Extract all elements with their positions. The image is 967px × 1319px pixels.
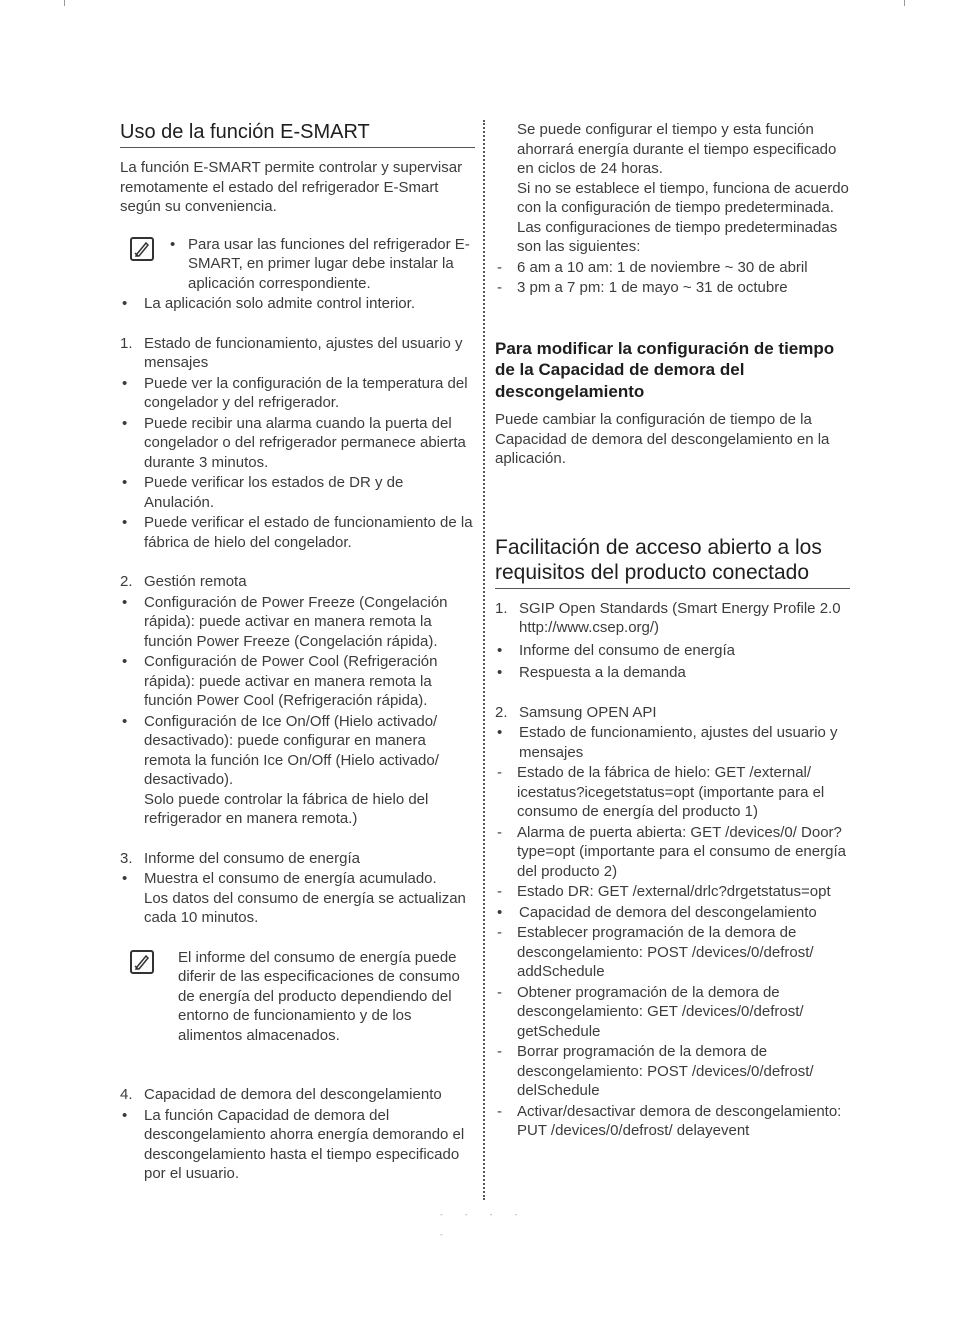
api-endpoint-item: - Borrar programación de la demora de descongelamiento: POST /devices/0/defrost/ delSchedule — [497, 1043, 814, 1099]
bullet-item: • Puede verificar el estado de funcionamiento de la fábrica de hielo del congelador. — [120, 513, 475, 552]
note-energy-report — [120, 948, 475, 1046]
bullet-item: • Puede recibir una alarma cuando la puerta del congelador o del refrigerador permanece abierta durante 3 minutos. — [120, 414, 475, 473]
bullet-item: • Configuración de Power Freeze (Congelación rápida): puede activar en manera remota la función Power Freeze (Congelación rápida). — [120, 593, 475, 652]
section-3-title: Informe del consumo de energía — [144, 849, 360, 867]
api-endpoint-item: - Estado de la fábrica de hielo: GET /external/ icestatus?icegetstatus=opt (importante para el consumo de energía del producto 1) — [497, 764, 825, 820]
default-time-item: - 3 pm a 7 pm: 1 de mayo ~ 31 de octubre — [497, 279, 788, 296]
bullet-item: • Informe del consumo de energía — [495, 641, 850, 661]
section-4: 4. Capacidad de demora del descongelamiento — [120, 1086, 442, 1103]
intro-text: La función E-SMART permite controlar y supervisar remotamente el estado del refrigerador E-Smart según su conveniencia. — [120, 159, 463, 215]
heading-modify-settings: Para modificar la configuración de tiempo de la Capacidad de demora del descongelamiento — [495, 338, 835, 401]
note-install-app — [120, 235, 475, 294]
note-text: Para usar las funciones del refrigerador E-SMART, en primer lugar debe instalar la aplicación correspondiente. — [188, 235, 470, 292]
section-4-title: Capacidad de demora del descongelamiento — [144, 1086, 442, 1103]
api-endpoint-item: - Establecer programación de la demora de descongelamiento: POST /devices/0/defrost/ addSchedule — [497, 924, 814, 980]
defrost-paragraph: Si no se establece el tiempo, funciona de acuerdo con la configuración de tiempo predeterminada. — [517, 179, 849, 216]
bullet-item: • Capacidad de demora del descongelamiento — [495, 903, 850, 923]
section-3-extra: Los datos del consumo de energía se actualizan cada 10 minutos. — [144, 889, 466, 926]
default-time-item: - 6 am a 10 am: 1 de noviembre ~ 30 de abril — [497, 258, 808, 276]
crop-mark — [64, 0, 65, 6]
column-divider — [483, 120, 485, 1200]
modify-text: Puede cambiar la configuración de tiempo de la Capacidad de demora del descongelamiento en la aplicación. — [495, 411, 830, 467]
bullet-item: • Configuración de Ice On/Off (Hielo activado/ desactivado): puede configurar en manera remota la función Ice On/Off (Hielo activado/ desactivado). — [120, 712, 475, 790]
section-2-title: Gestión remota — [144, 573, 247, 590]
access-item-1: 1. SGIP Open Standards (Smart Energy Profile 2.0 http://www.csep.org/) — [495, 599, 841, 636]
right-column — [495, 120, 850, 1141]
note-icon — [130, 237, 154, 261]
api-endpoint-item: - Alarma de puerta abierta: GET /devices/0/ Door?type=opt (importante para el consumo de energía del producto 2) — [497, 823, 846, 880]
section-2: 2. Gestión remota — [120, 573, 247, 590]
access-item-2: 2. Samsung OPEN API — [495, 703, 657, 721]
section-2-extra: Solo puede controlar la fábrica de hielo del refrigerador en manera remota.) — [144, 790, 429, 827]
api-endpoint-item: - Obtener programación de la demora de descongelamiento: GET /devices/0/defrost/ getSchedule — [497, 983, 804, 1040]
api-endpoint-item: - Estado DR: GET /external/drlc?drgetstatus=opt — [497, 883, 831, 900]
api-endpoint-item: - Activar/desactivar demora de descongelamiento: PUT /devices/0/defrost/ delayevent — [497, 1102, 842, 1139]
defrost-paragraph: Las configuraciones de tiempo predeterminadas son las siguientes: — [517, 218, 838, 255]
access-item-2-title: Samsung OPEN API — [519, 703, 657, 721]
left-column — [120, 120, 475, 1184]
bullet-item: • La aplicación solo admite control interior. — [120, 294, 475, 314]
bullet-item: • Estado de funcionamiento, ajustes del usuario y mensajes — [495, 723, 850, 762]
bullet-item: • Puede ver la configuración de la temperatura del congelador y del refrigerador. — [120, 374, 475, 413]
section-1-title: Estado de funcionamiento, ajustes del usuario y mensajes — [144, 334, 463, 371]
note-icon — [130, 950, 154, 974]
section-title-esmart: Uso de la función E-SMART — [120, 120, 475, 148]
access-item-1-title: SGIP Open Standards (Smart Energy Profile 2.0 http://www.csep.org/) — [519, 599, 841, 636]
page-footer-marks: - - - - - — [440, 1210, 528, 1239]
bullet-item: • Configuración de Power Cool (Refrigeración rápida): puede activar en manera remota la función Power Cool (Refrigeración rápida). — [120, 652, 475, 711]
bullet-item: • Puede verificar los estados de DR y de Anulación. — [120, 473, 475, 512]
crop-mark — [904, 0, 905, 6]
section-1: 1. Estado de funcionamiento, ajustes del usuario y mensajes — [120, 334, 463, 371]
bullet-item: • La función Capacidad de demora del descongelamiento ahorra energía demorando el descongelamiento hasta el tiempo especificado por el usuario. — [120, 1106, 475, 1184]
section-3: 3. Informe del consumo de energía — [120, 849, 360, 867]
note-text: El informe del consumo de energía puede diferir de las especificaciones de consumo de energía del producto dependiendo del entorno de funcionamiento y de los alimentos almacenados. — [178, 948, 460, 1044]
bullet-item: • Respuesta a la demanda — [495, 663, 850, 683]
heading-open-access: Facilitación de acceso abierto a los requisitos del producto conectado — [495, 535, 850, 589]
defrost-paragraph: Se puede configurar el tiempo y esta función ahorrará energía durante el tiempo especificado en ciclos de 24 horas. — [517, 121, 837, 177]
bullet-item: • Muestra el consumo de energía acumulado. — [120, 869, 475, 889]
